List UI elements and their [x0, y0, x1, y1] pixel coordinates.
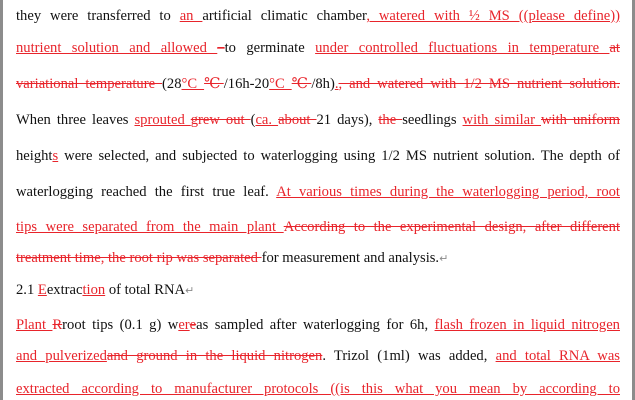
inserted-text: and pulverized — [16, 348, 107, 364]
text-run: /16h-20 — [223, 76, 270, 92]
text-run: of total RNA — [105, 282, 186, 298]
inserted-text: tion — [82, 282, 106, 298]
text-run: extrac — [46, 282, 83, 298]
inserted-text: Plant — [16, 317, 53, 333]
text-line[interactable] — [16, 145, 620, 167]
paragraph-mark: ↵ — [185, 284, 195, 297]
text-run: . Trizol (1ml) was added, — [322, 348, 496, 364]
inserted-text: s — [52, 148, 59, 164]
deleted-text: the — [378, 112, 403, 128]
inserted-text: extracted according to manufacturer protocols ((is this what you mean by according to — [16, 381, 620, 397]
inserted-text: under controlled fluctuations in temperature — [315, 40, 610, 56]
text-run: as sampled after waterlogging for 6h, — [196, 317, 435, 333]
text-run: height — [16, 148, 53, 164]
inserted-text: sprouted — [134, 112, 191, 128]
text-line[interactable] — [16, 73, 620, 95]
text-run: for measurement and analysis. — [261, 250, 440, 266]
text-run: (28 — [162, 76, 182, 92]
text-run: were selected, and subjected to waterlogging using 1/2 MS nutrient solution. The depth of — [58, 148, 620, 164]
inserted-text: °C — [181, 76, 205, 92]
deleted-text: with uniform — [541, 112, 620, 128]
deleted-text: ℃ — [291, 76, 312, 92]
text-run: 21 days), — [316, 112, 379, 128]
text-line[interactable] — [16, 5, 620, 27]
deleted-text: ℃ — [204, 76, 224, 92]
text-line[interactable] — [16, 109, 620, 131]
inserted-text: °C — [269, 76, 292, 92]
inserted-text: , watered with ½ MS ((please define)) — [366, 8, 620, 24]
text-run: they were transferred to — [16, 8, 180, 24]
text-line[interactable] — [16, 181, 620, 203]
deleted-text: and ground in the liquid nitrogen — [106, 348, 323, 364]
inserted-text: an — [179, 8, 203, 24]
text-run: 2.1 — [16, 282, 38, 298]
text-run: seedlings — [402, 112, 463, 128]
deleted-text: e — [189, 317, 197, 333]
deleted-text: at — [609, 40, 620, 56]
inserted-text: flash frozen in liquid nitrogen — [434, 317, 620, 333]
inserted-text: and total RNA was — [495, 348, 620, 364]
inserted-text: . — [334, 76, 339, 92]
text-line[interactable] — [16, 279, 620, 301]
deleted-text: grew out — [190, 112, 251, 128]
text-run: artificial climatic chamber — [202, 8, 367, 24]
text-run: root tips (0.1 g) w — [62, 317, 179, 333]
deleted-text: , and watered with 1/2 MS nutrient solution. — [338, 76, 620, 92]
text-line[interactable] — [16, 345, 620, 367]
page-left-edge — [0, 0, 3, 400]
text-line[interactable] — [16, 378, 620, 400]
paragraph-mark: ↵ — [439, 252, 449, 265]
deleted-text: treatment time, the root rip was separated — [16, 250, 262, 266]
text-line[interactable] — [16, 247, 620, 269]
text-line[interactable] — [16, 314, 620, 336]
inserted-text: E — [37, 282, 47, 298]
text-run: to germinate — [224, 40, 316, 56]
inserted-text: er — [178, 317, 190, 333]
inserted-text: tips were separated from the main plant — [16, 219, 284, 235]
text-run: When three leaves — [16, 112, 135, 128]
deleted-text: According to the experimental design, after different — [283, 219, 620, 235]
text-line[interactable] — [16, 37, 620, 59]
inserted-text: ca. — [255, 112, 279, 128]
deleted-text: – — [217, 40, 225, 56]
text-run: waterlogging reached the first true leaf. — [16, 184, 277, 200]
deleted-text: R — [52, 317, 63, 333]
text-line[interactable] — [16, 216, 620, 238]
deleted-text: variational temperature — [16, 76, 163, 92]
inserted-text: At various times during the waterlogging period, root — [276, 184, 620, 200]
text-run: ( — [250, 112, 256, 128]
text-run: /8h) — [311, 76, 335, 92]
inserted-text: with similar — [462, 112, 542, 128]
inserted-text: nutrient solution and allowed — [16, 40, 218, 56]
deleted-text: about — [278, 112, 317, 128]
